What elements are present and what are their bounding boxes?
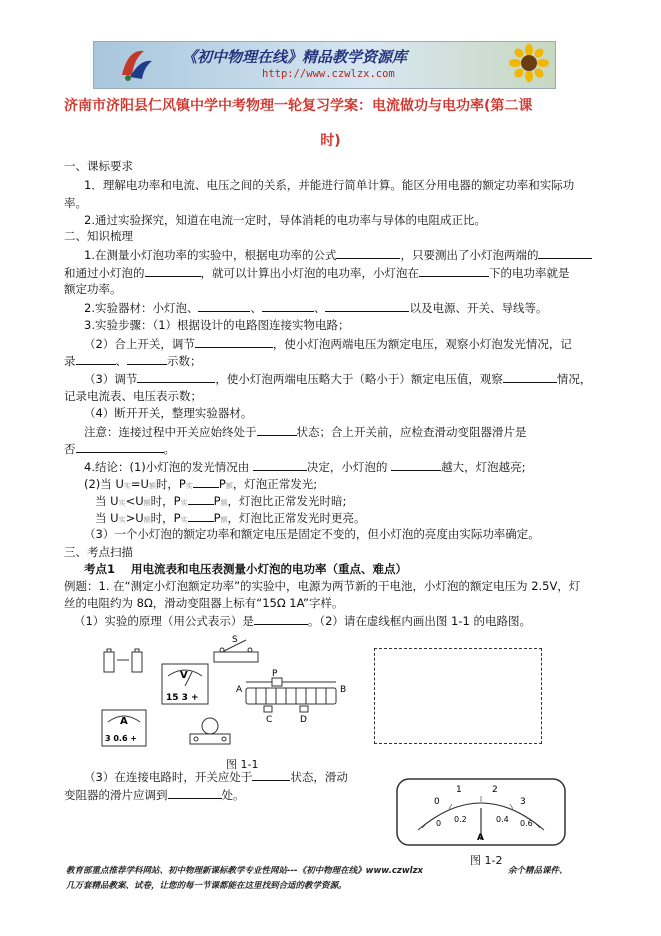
voltmeter-scale: 15 3 + bbox=[166, 693, 199, 703]
footer-line-1: 教育部重点推荐学科网站、初中物理新课标教学专业性网站---《初中物理在线》www.czwlzx bbox=[66, 866, 424, 876]
dial-label: 1 bbox=[456, 785, 462, 795]
paragraph: (2)当 U实=U额时，P实 P额，灯泡正常发光; bbox=[84, 477, 318, 491]
dial-label: 0.2 bbox=[454, 815, 467, 824]
blank bbox=[188, 509, 214, 522]
label-s: S bbox=[232, 635, 238, 645]
label-p: P bbox=[272, 669, 278, 679]
paragraph: 记录电流表、电压表示数； bbox=[64, 389, 202, 403]
paragraph: 额定功率。 bbox=[64, 282, 122, 296]
ammeter-dial-figure bbox=[396, 778, 566, 850]
sunflower-icon bbox=[507, 44, 551, 84]
blank bbox=[419, 264, 489, 277]
blank bbox=[168, 786, 222, 799]
paragraph: 当 U实>U额时，P实 P额，灯泡比正常发光时更亮。 bbox=[95, 511, 366, 525]
paragraph: 变阻器的滑片应调到 处。 bbox=[64, 788, 245, 802]
rheostat-icon bbox=[246, 678, 336, 712]
ammeter-scale: 3 0.6 + bbox=[105, 734, 138, 743]
label-d: D bbox=[300, 715, 307, 725]
blank bbox=[193, 475, 219, 488]
section-heading-3: 三、考点扫描 bbox=[64, 545, 133, 559]
label-b: B bbox=[340, 685, 347, 695]
blank bbox=[391, 458, 441, 471]
blank bbox=[188, 492, 214, 505]
blank bbox=[325, 299, 409, 312]
paragraph: 注意：连接过程中开关应始终处于 状态；合上开关前，应检查滑动变阻器滑片是 bbox=[84, 425, 527, 439]
banner-title: 《初中物理在线》精品教学资源库 bbox=[182, 48, 408, 66]
blank bbox=[198, 299, 250, 312]
figure-caption-1-2: 图 1-2 bbox=[470, 854, 503, 867]
apparatus-figure bbox=[96, 630, 362, 760]
paragraph: 否 。 bbox=[64, 442, 175, 456]
paragraph: （4）断开开关，整理实验器材。 bbox=[84, 406, 253, 420]
paragraph: 3.实验步骤：（1）根据设计的电路图连接实物电路； bbox=[84, 318, 350, 332]
blank bbox=[76, 440, 164, 453]
label-a: A bbox=[236, 685, 243, 695]
blank bbox=[253, 458, 307, 471]
paragraph: 当 U实<U额时，P实 P额，灯泡比正常发光时暗; bbox=[95, 494, 347, 508]
ammeter-label: A bbox=[120, 716, 128, 727]
blank bbox=[137, 370, 215, 383]
paragraph: （3）一个小灯泡的额定功率和额定电压是固定不变的，但小灯泡的亮度由实际功率确定。 bbox=[84, 527, 540, 541]
blank bbox=[257, 423, 297, 436]
paragraph: 1．理解电功率和电流、电压之间的关系，并能进行简单计算。能区分用电器的额定功率和实际功 bbox=[84, 178, 575, 192]
paragraph: 4.结论：(1)小灯泡的发光情况由 决定，小灯泡的 越大，灯泡越亮; bbox=[84, 460, 526, 474]
site-logo-icon bbox=[118, 45, 154, 83]
paragraph: 1.在测量小灯泡功率的实验中，根据电功率的公式 ，只要测出了小灯泡两端的 bbox=[84, 246, 592, 263]
paragraph: （2）合上开关，调节 ，使小灯泡两端电压为额定电压，观察小灯泡发光情况，记 bbox=[84, 337, 572, 351]
blank bbox=[76, 352, 116, 365]
paragraph: 率。 bbox=[64, 196, 87, 210]
voltmeter-label: V bbox=[180, 670, 188, 681]
section-heading-2: 二、知识梳理 bbox=[64, 229, 133, 243]
kaodian-heading: 考点1 用电流表和电压表测量小灯泡的电功率（重点、难点） bbox=[84, 562, 408, 576]
battery-icon bbox=[104, 649, 142, 672]
footer-line-2: 几万套精品教案、试卷，让您的每一节课都能在这里找到合适的教学资源。 bbox=[66, 881, 347, 891]
blank bbox=[145, 264, 201, 277]
footer-line-1-end: 余个精品课件、 bbox=[508, 866, 568, 876]
label-c: C bbox=[266, 715, 273, 725]
paragraph: 2.通过实验探究，知道在电流一定时，导体消耗的电功率与导体的电阻成正比。 bbox=[84, 213, 486, 227]
banner-url[interactable]: http://www.czwlzx.com bbox=[262, 68, 395, 80]
blank bbox=[127, 352, 167, 365]
bulb-icon bbox=[190, 718, 230, 744]
paragraph: （3）在连接电路时，开关应处于 状态，滑动 bbox=[84, 770, 348, 784]
blank bbox=[503, 370, 557, 383]
paragraph: 录 、 示数； bbox=[64, 354, 202, 368]
paragraph: （1）实验的原理（用公式表示）是 。（2）请在虚线框内画出图 1-1 的电路图。 bbox=[74, 614, 531, 628]
dial-label: 0.4 bbox=[496, 815, 509, 824]
dial-label: 3 bbox=[520, 797, 526, 807]
dial-label: 2 bbox=[492, 785, 498, 795]
blank bbox=[336, 246, 400, 259]
paragraph: 和通过小灯泡的 ，就可以计算出小灯泡的电功率，小灯泡在 下的电功率就是 bbox=[64, 266, 570, 280]
paragraph: （3）调节 ，使小灯泡两端电压略大于（略小于）额定电压值，观察 情况， bbox=[84, 372, 592, 386]
dial-unit: A bbox=[477, 833, 484, 843]
paragraph: 丝的电阻约为 8Ω，滑动变阻器上标有“15Ω 1A”字样。 bbox=[64, 596, 344, 610]
drawing-box bbox=[374, 648, 542, 744]
blank bbox=[262, 299, 314, 312]
document-title: 济南市济阳县仁风镇中学中考物理一轮复习学案：电流做功与电功率(第二课 bbox=[64, 98, 533, 114]
blank bbox=[538, 246, 592, 259]
paragraph: 例题：1. 在“测定小灯泡额定功率”的实验中，电源为两节新的干电池，小灯泡的额定电压为 2.5V，灯 bbox=[64, 579, 581, 593]
dial-label: 0 bbox=[436, 819, 442, 828]
blank bbox=[195, 335, 273, 348]
paragraph: 2.实验器材：小灯泡、 、 、 以及电源、开关、导线等。 bbox=[84, 301, 548, 315]
dial-label: 0.6 bbox=[520, 819, 533, 828]
dial-label: 0 bbox=[434, 797, 440, 807]
blank bbox=[252, 768, 290, 781]
blank bbox=[254, 612, 308, 625]
header-banner bbox=[93, 41, 556, 89]
document-title-cont: 时) bbox=[320, 133, 341, 149]
section-heading-1: 一、课标要求 bbox=[64, 159, 133, 173]
figure-caption-1-1: 图 1-1 bbox=[226, 758, 259, 771]
